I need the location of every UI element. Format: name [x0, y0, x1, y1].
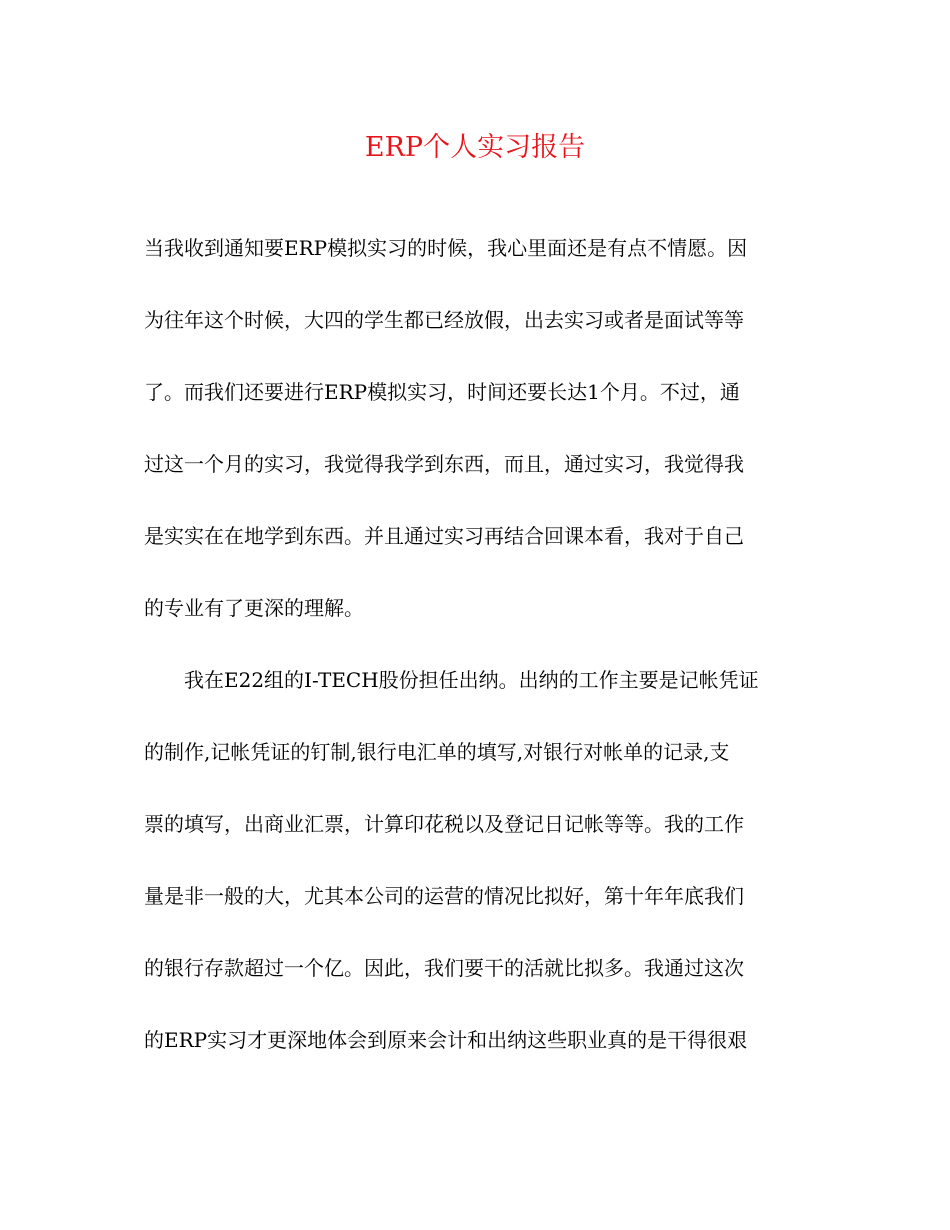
paragraph-1-line-4: 过这一个月的实习，我觉得我学到东西，而且，通过实习，我觉得我: [144, 452, 744, 476]
paragraph-1-line-3: 了。而我们还要进行ERP模拟实习，时间还要长达1个月。不过，通: [144, 380, 740, 404]
paragraph-2-line-4: 量是非一般的大，尤其本公司的运营的情况比拟好，第十年年底我们: [144, 884, 744, 908]
document-title: ERP个人实习报告: [364, 132, 586, 163]
paragraph-2-line-1: 我在E22组的I-TECH股份担任出纳。出纳的工作主要是记帐凭证: [184, 668, 759, 692]
paragraph-1-line-6: 的专业有了更深的理解。: [144, 596, 364, 620]
paragraph-2-line-2: 的制作,记帐凭证的钉制,银行电汇单的填写,对银行对帐单的记录,支: [144, 740, 730, 764]
paragraph-2-line-3: 票的填写，出商业汇票，计算印花税以及登记日记帐等等。我的工作: [144, 812, 744, 836]
paragraph-1-line-5: 是实实在在地学到东西。并且通过实习再结合回课本看，我对于自己: [144, 524, 744, 548]
paragraph-2-line-5: 的银行存款超过一个亿。因此，我们要干的活就比拟多。我通过这次: [144, 956, 744, 980]
paragraph-2-line-6: 的ERP实习才更深地体会到原来会计和出纳这些职业真的是干得很艰: [144, 1028, 748, 1052]
paragraph-1-line-2: 为往年这个时候，大四的学生都已经放假，出去实习或者是面试等等: [144, 308, 744, 332]
paragraph-1-line-1: 当我收到通知要ERP模拟实习的时候，我心里面还是有点不情愿。因: [144, 236, 748, 260]
